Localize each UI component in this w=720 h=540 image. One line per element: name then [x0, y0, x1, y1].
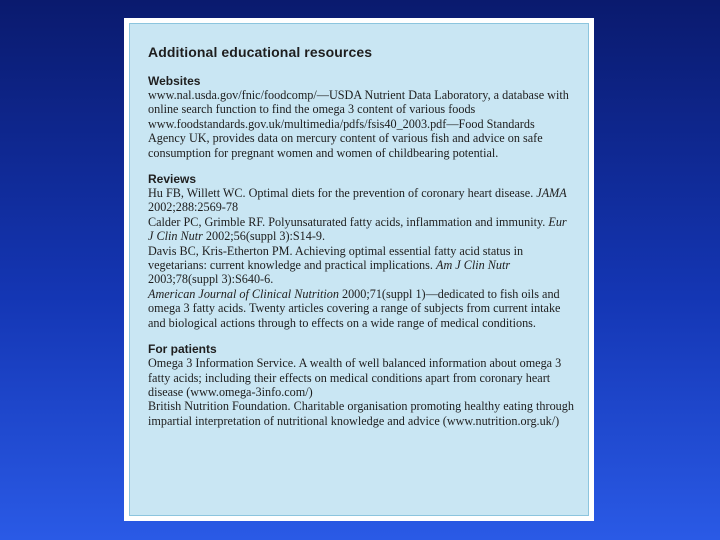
entry-text: 2000;71(suppl 1)—dedicated to fish oils and omega 3 fatty acids. Twenty articles covering a range of subjects from current intake and biological actions through to effects on a wide range of medical conditions. [148, 286, 561, 330]
resources-panel [129, 23, 589, 516]
entry-text: www.nal.usda.gov/fnic/foodcomp/—USDA Nutrient Data Laboratory, a database with online search function to find the omega 3 content of various foods [148, 88, 569, 117]
section-reviews [148, 172, 574, 330]
section-heading: Websites [148, 74, 201, 88]
entry-text: Davis BC, Kris-Etherton PM. Achieving optimal essential fatty acid status in vegetarians: current knowledge and practical implications. [148, 243, 524, 273]
section-websites [148, 74, 574, 160]
resources-card [124, 18, 594, 521]
entry-text: Hu FB, Willett WC. Optimal diets for the prevention of coronary heart disease. [148, 186, 537, 201]
entry-text: 2002;56(suppl 3):S14-9. [202, 229, 326, 244]
entry-text: British Nutrition Foundation. Charitable organisation promoting healthy eating through impartial interpretation of nutritional knowledge and advice (www.nutrition.org.uk/) [148, 399, 574, 428]
resource-entry [148, 244, 574, 287]
resource-entry [148, 215, 574, 244]
journal-name: American Journal of Clinical Nutrition [148, 286, 339, 301]
section-heading: For patients [148, 342, 217, 357]
resource-entry [148, 287, 574, 330]
section-for-patients [148, 342, 574, 428]
journal-name: JAMA [536, 186, 567, 201]
entry-text: Calder PC, Grimble RF. Polyunsaturated fatty acids, inflammation and immunity. [148, 214, 549, 229]
sections-container [148, 74, 574, 428]
entry-text: Omega 3 Information Service. A wealth of well balanced information about omega 3 fatty acids; including their effects on medical conditions apart from coronary heart disease (www.omega-3info.com/) [148, 356, 562, 399]
journal-name: Am J Clin Nutr [436, 258, 511, 273]
entry-text: 2002;288:2569-78 [148, 200, 239, 215]
resource-entry [148, 186, 574, 215]
entry-text: www.foodstandards.gov.uk/multimedia/pdfs/fsis40_2003.pdf—Food Standards Agency UK, provides data on mercury content of various fish and advice on safe consumption for pregnant women and women of childbearing potential. [148, 116, 543, 160]
entry-text: 2003;78(suppl 3):S640-6. [148, 272, 274, 287]
resource-entry [148, 356, 574, 399]
resource-entry [148, 117, 574, 160]
card-title: Additional educational resources [148, 44, 373, 60]
journal-name: Eur J Clin Nutr [148, 214, 567, 244]
section-heading: Reviews [148, 172, 197, 187]
resource-entry [148, 399, 574, 428]
resource-entry [148, 88, 574, 117]
